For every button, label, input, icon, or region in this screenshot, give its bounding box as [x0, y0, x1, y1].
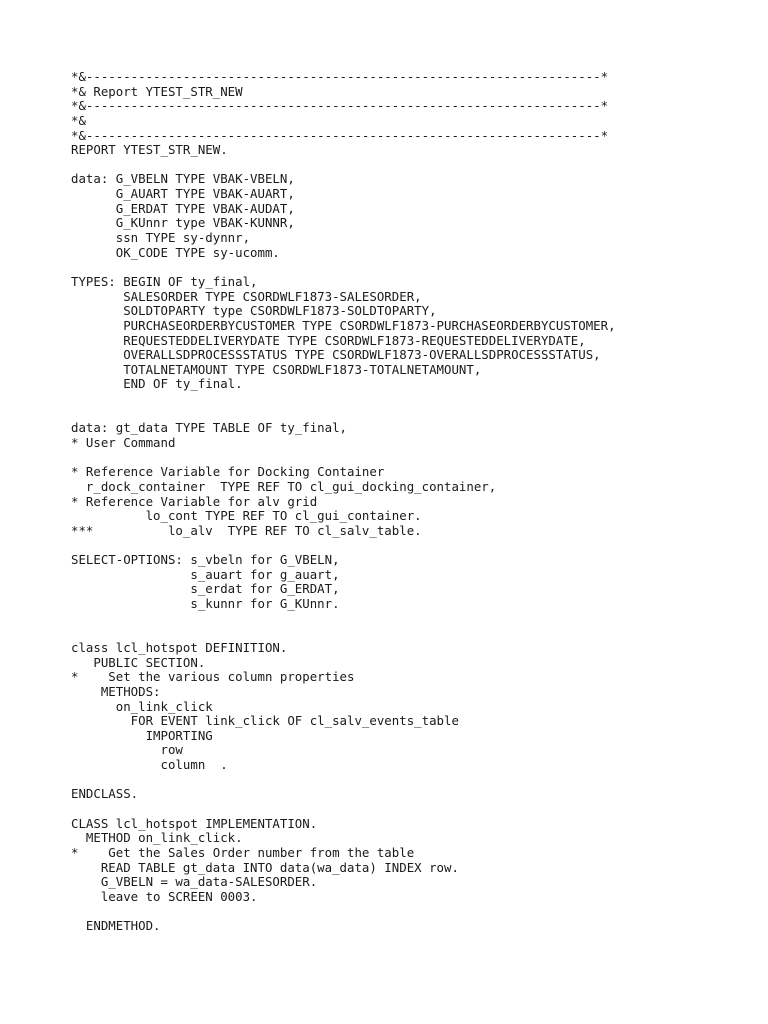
code-line	[71, 905, 616, 920]
code-line: s_auart for g_auart,	[71, 566, 340, 582]
code-line: on_link_click	[71, 698, 213, 714]
code-line: G_AUART TYPE VBAK-AUART,	[71, 186, 295, 202]
code-line: G_KUnnr type VBAK-KUNNR,	[71, 215, 295, 231]
code-line: TYPES: BEGIN OF ty_final,	[71, 273, 258, 289]
abap-source-code	[71, 70, 616, 934]
code-line: PUBLIC SECTION.	[71, 654, 206, 670]
code-line: * Set the various column properties	[71, 669, 355, 685]
code-line	[71, 539, 616, 554]
code-line	[71, 260, 616, 275]
code-line: READ TABLE gt_data INTO data(wa_data) INDEX row.	[71, 859, 459, 875]
code-line: s_erdat for G_ERDAT,	[71, 581, 340, 597]
code-line	[71, 392, 616, 407]
code-line: ENDCLASS.	[71, 786, 139, 802]
code-line: *&---------------------------------------------------------------------*	[71, 127, 609, 143]
code-line: *&---------------------------------------------------------------------*	[71, 98, 609, 114]
code-line: class lcl_hotspot DEFINITION.	[71, 639, 288, 655]
code-line	[71, 451, 616, 466]
code-line: leave to SCREEN 0003.	[71, 888, 258, 904]
code-line: column .	[71, 757, 228, 773]
code-line: *&---------------------------------------------------------------------*	[71, 69, 609, 84]
code-line: * User Command	[71, 435, 176, 451]
code-line: REPORT YTEST_STR_NEW.	[71, 142, 228, 158]
code-line: METHOD on_link_click.	[71, 830, 243, 846]
code-line: IMPORTING	[71, 727, 213, 743]
code-line	[71, 626, 616, 641]
code-line: * Get the Sales Order number from the table	[71, 844, 415, 860]
code-line: r_dock_container TYPE REF TO cl_gui_docking_container,	[71, 478, 497, 494]
code-line	[71, 802, 616, 817]
code-line: TOTALNETAMOUNT TYPE CSORDWLF1873-TOTALNETAMOUNT,	[71, 361, 482, 377]
code-line: * Reference Variable for Docking Container	[71, 464, 385, 480]
code-line: ssn TYPE sy-dynnr,	[71, 230, 251, 246]
code-line: G_ERDAT TYPE VBAK-AUDAT,	[71, 200, 295, 216]
code-line: PURCHASEORDERBYCUSTOMER TYPE CSORDWLF1873-PURCHASEORDERBYCUSTOMER,	[71, 317, 616, 333]
code-line: * Reference Variable for alv grid	[71, 493, 318, 509]
code-line: row	[71, 742, 183, 758]
code-line: SOLDTOPARTY type CSORDWLF1873-SOLDTOPARTY,	[71, 303, 437, 319]
code-line: SALESORDER TYPE CSORDWLF1873-SALESORDER,	[71, 288, 422, 304]
code-line: END OF ty_final.	[71, 376, 243, 392]
code-line	[71, 612, 616, 627]
code-line: OK_CODE TYPE sy-ucomm.	[71, 244, 280, 260]
code-line: ENDMETHOD.	[71, 918, 161, 934]
code-line: METHODS:	[71, 683, 161, 699]
code-line: FOR EVENT link_click OF cl_salv_events_table	[71, 713, 459, 729]
code-line: s_kunnr for G_KUnnr.	[71, 596, 340, 612]
code-line: lo_cont TYPE REF TO cl_gui_container.	[71, 508, 422, 524]
code-line: SELECT-OPTIONS: s_vbeln for G_VBELN,	[71, 552, 340, 568]
code-line: REQUESTEDDELIVERYDATE TYPE CSORDWLF1873-REQUESTEDDELIVERYDATE,	[71, 332, 586, 348]
code-line: *&	[71, 112, 86, 128]
code-line: CLASS lcl_hotspot IMPLEMENTATION.	[71, 815, 318, 831]
code-line: G_VBELN = wa_data-SALESORDER.	[71, 874, 318, 890]
code-line: *& Report YTEST_STR_NEW	[71, 83, 243, 99]
code-line	[71, 773, 616, 788]
code-line: OVERALLSDPROCESSSTATUS TYPE CSORDWLF1873-OVERALLSDPROCESSSTATUS,	[71, 347, 601, 363]
code-line: *** lo_alv TYPE REF TO cl_salv_table.	[71, 522, 422, 538]
code-line	[71, 407, 616, 422]
code-line: data: G_VBELN TYPE VBAK-VBELN,	[71, 171, 295, 187]
code-line: data: gt_data TYPE TABLE OF ty_final,	[71, 420, 348, 436]
code-line	[71, 158, 616, 173]
